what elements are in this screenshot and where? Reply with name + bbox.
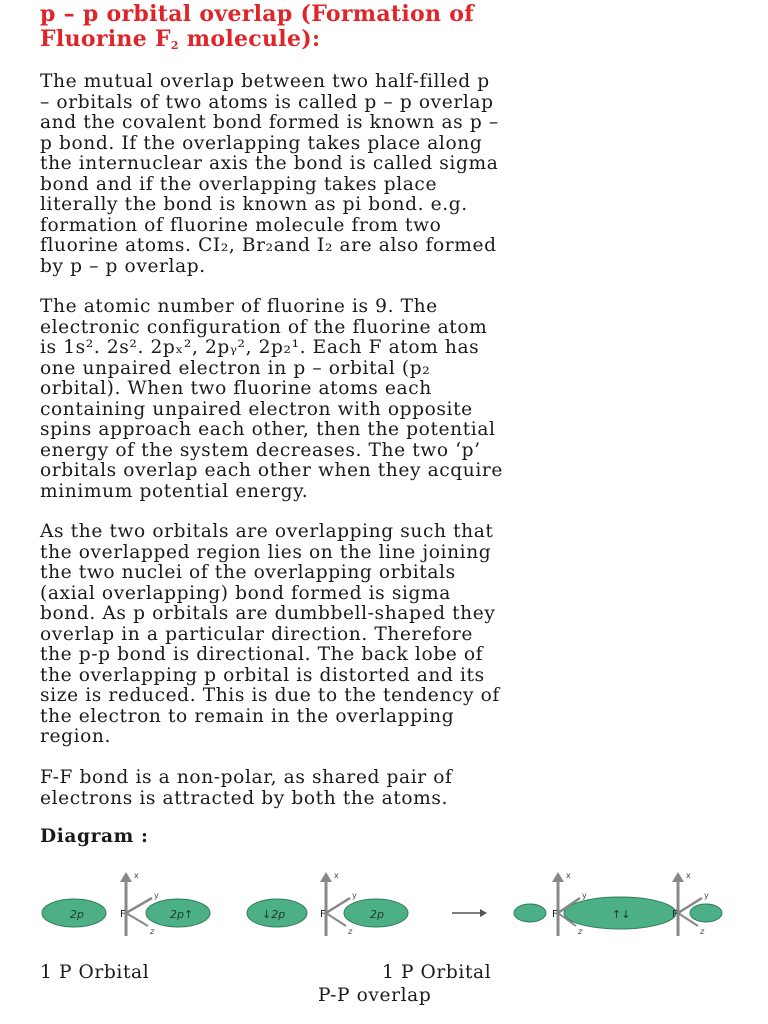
result-left-back-lobe: [514, 904, 546, 922]
paragraph-line: the electron to remain in the overlapping: [40, 705, 455, 727]
result-right-atom-label: F: [672, 909, 678, 920]
paragraph-line: by p – p overlap.: [40, 255, 206, 277]
paragraph-line: – orbitals of two atoms is called p – p overlap: [40, 91, 494, 113]
orbital-1-left-label: 2p: [70, 908, 84, 921]
paragraph-line: F-F bond is a non-polar, as shared pair of: [40, 767, 453, 788]
result-left-z-label: z: [578, 927, 583, 936]
orbital-2: [247, 871, 408, 936]
paragraph-line: formation of fluorine molecule from two: [40, 214, 442, 236]
paragraph-line: fluorine atoms. CI₂, Br₂and I₂ are also formed: [40, 235, 497, 256]
result-center-label: ↑↓: [612, 908, 631, 921]
paragraph-3: [40, 522, 730, 748]
orbital-2-x-arrow: [320, 872, 332, 882]
orbital-2-left-label: ↓2p: [262, 908, 286, 921]
paragraph-2: [40, 297, 730, 502]
orbital-2-right-label: 2p: [370, 908, 384, 921]
paragraph-line: orbitals overlap each other when they acquire: [40, 460, 504, 481]
title-line-2-post: molecule):: [178, 26, 321, 52]
paragraph-line: is 1s². 2s². 2pₓ², 2pᵧ², 2p₂¹. Each F atom has: [40, 337, 480, 358]
diagram-heading: Diagram :: [40, 826, 149, 847]
paragraph-line: the p-p bond is directional. The back lobe of: [40, 644, 484, 665]
paragraph-line: electronic configuration of the fluorine atom: [40, 316, 488, 338]
page-title: [40, 2, 740, 58]
overlap-result: [514, 871, 722, 936]
result-left-x-label: x: [566, 871, 571, 880]
orbital-1-z-axis: [126, 913, 148, 926]
orbital-1-y-label: y: [154, 891, 159, 900]
title-line-2-pre: Fluorine F: [40, 26, 171, 52]
reaction-arrow: [452, 909, 487, 917]
orbital-1-atom-label: F: [120, 909, 126, 920]
result-right-x-label: x: [686, 871, 691, 880]
paragraph-line: energy of the system decreases. The two ‘p’: [40, 439, 481, 461]
paragraph-line: orbital). When two fluorine atoms each: [40, 378, 432, 399]
paragraph-1: [40, 72, 730, 277]
paragraph-line: literally the bond is known as pi bond. e.g.: [40, 194, 468, 215]
paragraph-line: spins approach each other, then the potential: [40, 419, 496, 440]
paragraph-line: p bond. If the overlapping takes place along: [40, 132, 483, 154]
orbital-2-z-label: z: [348, 927, 353, 936]
paragraph-line: region.: [40, 726, 112, 747]
orbital-1-right-label: 2p↑: [170, 908, 194, 921]
result-right-z-label: z: [700, 927, 705, 936]
caption-bottom: P-P overlap: [318, 985, 432, 1006]
paragraph-line: size is reduced. This is due to the tendency of: [40, 685, 500, 706]
result-left-y-label: y: [582, 891, 587, 900]
paragraph-line: bond and if the overlapping takes place: [40, 173, 438, 195]
result-left-atom-label: F: [552, 909, 558, 920]
paragraph-line: bond. As p orbitals are dumbbell-shaped they: [40, 603, 496, 624]
orbital-1-x-arrow: [120, 872, 132, 882]
orbital-1-x-label: x: [134, 871, 139, 880]
paragraph-line: and the covalent bond formed is known as p –: [40, 112, 499, 133]
result-right-back-lobe: [690, 904, 722, 922]
paragraph-line: the overlapped region lies on the line joining: [40, 541, 492, 563]
result-right-y-label: y: [704, 891, 709, 900]
paragraph-line: The atomic number of fluorine is 9. The: [40, 296, 438, 317]
paragraph-line: (axial overlapping) bond formed is sigma: [40, 582, 451, 604]
paragraph-line: overlap in a particular direction. Therefore: [40, 623, 473, 645]
diagram-svg: [40, 868, 730, 958]
orbital-2-x-label: x: [334, 871, 339, 880]
paragraph-line: the two nuclei of the overlapping orbitals: [40, 562, 456, 583]
paragraph-line: the internuclear axis the bond is called sigma: [40, 153, 499, 174]
paragraph-line: electrons is attracted by both the atoms.: [40, 787, 449, 809]
paragraph-line: containing unpaired electron with opposite: [40, 398, 473, 420]
caption-left: 1 P Orbital: [40, 962, 150, 983]
caption-right: 1 P Orbital: [382, 962, 492, 983]
paragraph-line: The mutual overlap between two half-filled p: [40, 71, 490, 92]
orbital-1-z-label: z: [150, 927, 155, 936]
paragraph-line: one unpaired electron in p – orbital (p₂: [40, 357, 431, 379]
title-line-1: p – p orbital overlap (Formation of: [40, 1, 474, 27]
title-line-2: [40, 27, 740, 58]
orbital-2-y-label: y: [352, 891, 357, 900]
orbital-2-z-axis: [326, 913, 346, 926]
orbital-1: [42, 871, 210, 936]
orbital-2-atom-label: F: [320, 909, 326, 920]
paragraph-line: As the two orbitals are overlapping such that: [40, 521, 494, 542]
title-subscript: 2: [170, 39, 179, 52]
pp-overlap-diagram: [40, 868, 730, 958]
paragraph-line: the overlapping p orbital is distorted and its: [40, 664, 485, 686]
paragraph-4: [40, 768, 730, 809]
paragraph-line: minimum potential energy.: [40, 480, 309, 502]
